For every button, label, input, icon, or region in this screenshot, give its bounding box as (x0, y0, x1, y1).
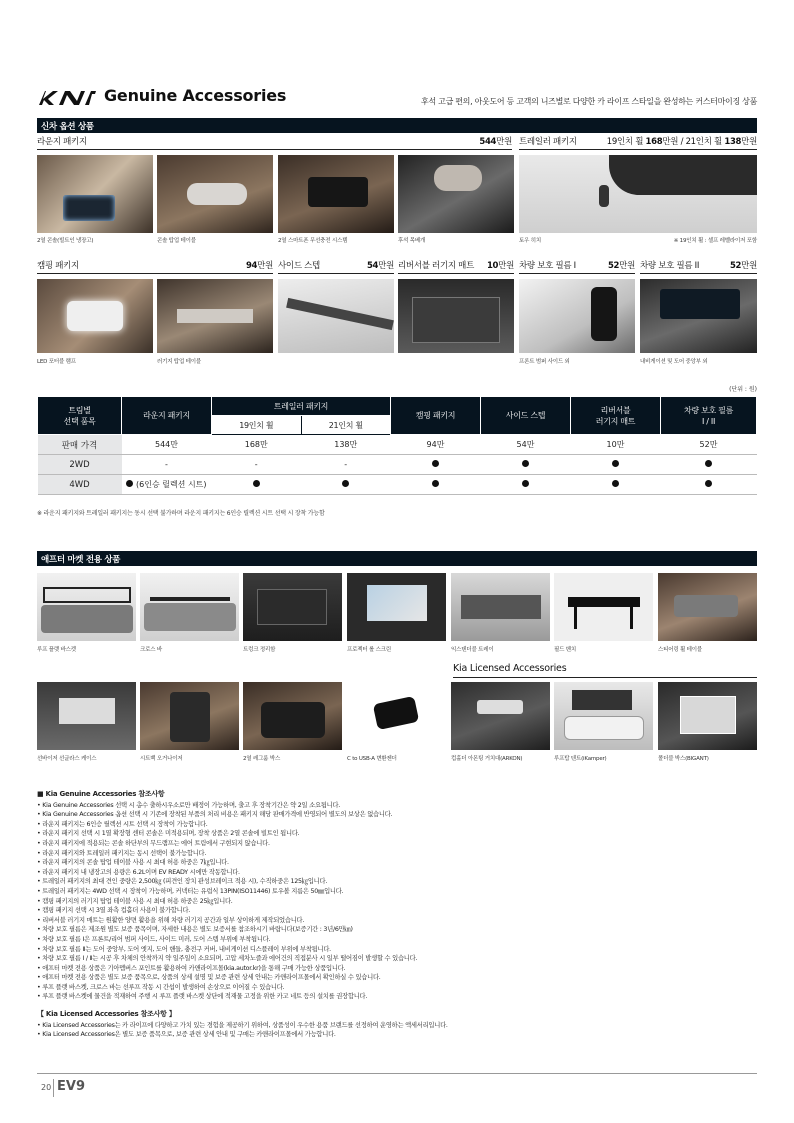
notes-title: ■ Kia Genuine Accessories 참조사항 (37, 790, 165, 798)
divider (53, 1079, 54, 1097)
table-cell (122, 475, 212, 495)
caption: 토우 히치 (519, 238, 542, 244)
caption: 프로젝터 롤 스크린 (347, 647, 392, 653)
standard-dot-icon (705, 480, 712, 487)
standard-dot-icon (126, 480, 133, 487)
photo-steering-table (658, 573, 757, 641)
caption: 폴더블 박스(BIGANT) (658, 756, 709, 762)
table-cell: 94만 (391, 435, 481, 455)
caption: 선바이저 선글라스 케이스 (37, 756, 97, 762)
package-name: 캠핑 패키지 (37, 261, 79, 271)
standard-dot-icon (522, 460, 529, 467)
package-name: 라운지 패키지 (37, 137, 87, 147)
table-head: 차량 보호 필름 I / II (661, 397, 757, 435)
table-head: 트림별 선택 품목 (38, 397, 122, 435)
photo-seatback-organizer (140, 682, 239, 750)
caption: 트렁크 정리함 (243, 647, 276, 653)
photo-trunk-organizer (243, 573, 342, 641)
page (37, 0, 757, 1123)
caption: 프론트 범퍼 사이드 외 (519, 359, 570, 365)
note-item: • 라운지 패키지는 6인승 릴렉션 시트 선택 시 장착이 가능합니다. (37, 820, 208, 828)
notes-list (37, 1021, 757, 1040)
standard-dot-icon (612, 460, 619, 467)
table-cell: 168만 (212, 435, 302, 455)
photo-field-bench (554, 573, 653, 641)
note-item: • 루프 플랫 바스켓, 크로스 바는 선루프 작동 시 간섭이 발생하여 손상으로 이어질 수 있습니다. (37, 983, 285, 991)
note-item: • 캠핑 패키지 선택 시 3열 좌측 컵홀더 사용이 불가합니다. (37, 907, 191, 915)
row-label: 4WD (38, 475, 122, 495)
photo-neck-pillow (398, 155, 514, 233)
table-head: 캠핑 패키지 (391, 397, 481, 435)
table-cell (661, 475, 757, 495)
table-cell: 138만 (301, 435, 391, 455)
table-cell: - (301, 455, 391, 475)
caption: 내비게이션 및 도어 중앙부 외 (640, 359, 708, 365)
price-table (37, 396, 757, 495)
note-item: • 트레일러 패키지는 4WD 선택 시 장착이 가능하며, 커넥터는 유럽식 13PIN(ISO11446) 토우볼 지름은 50㎜입니다. (37, 887, 344, 895)
caption-note: ※ 19인치 휠 : 셀프 레벨라이저 포함 (673, 238, 757, 244)
header-subtitle: 후석 고급 편의, 아웃도어 등 고객의 니즈별로 다양한 카 라이프 스타일을 완성하는 커스터마이징 상품 (421, 97, 757, 106)
standard-dot-icon (432, 480, 439, 487)
photo-console-table (157, 155, 273, 233)
package-name: 리버서블 러기지 매트 (398, 261, 475, 271)
package-lounge (37, 136, 512, 150)
package-camping (37, 260, 273, 274)
photo-bumper-film (519, 279, 635, 353)
package-name: 차량 보호 필름 I (519, 261, 576, 271)
notes (37, 790, 757, 1040)
photo-extendable-tray (451, 573, 550, 641)
photo-usb-adapter (347, 682, 446, 750)
model-name: EV9 (57, 1079, 85, 1094)
package-name: 사이드 스텝 (278, 261, 320, 271)
table-cell (661, 455, 757, 475)
caption: 루프 플랫 바스켓 (37, 647, 76, 653)
brand-title: Genuine Accessories (104, 86, 287, 105)
table-cell: 10만 (571, 435, 661, 455)
note-item: • Kia Genuine Accessories 옵션 선택 시 기존에 장착된 부품의 처리 비용은 패키지 해당 판매가격에 반영되어 별도의 보상은 없습니다. (37, 811, 393, 819)
caption: 2열 스마트폰 무선충전 시스템 (278, 238, 348, 244)
note-item: • 애프터 마켓 전용 상품은 별도 보증 품목으로, 상품의 상세 설명 및 보증 관련 상세 안내는 카앤라이프몰에서 확인하실 수 있습니다. (37, 974, 381, 982)
photo-legroom-box (243, 682, 342, 750)
divider (453, 677, 757, 678)
section-bar-new-car: 신차 옵션 상품 (37, 118, 757, 133)
note-item: • 리버서블 러기지 매트는 원활한 양면 활용을 위해 차량 러기지 공간과 일부 상이하게 제작되었습니다. (37, 916, 305, 924)
table-row (38, 475, 757, 495)
caption: 익스텐더블 트레이 (451, 647, 494, 653)
photo-console-fridge (37, 155, 153, 233)
caption: LED 포터블 램프 (37, 359, 76, 365)
package-price: 52만원 (729, 261, 757, 271)
caption: 시트백 오거나이저 (140, 756, 183, 762)
caption: 크로스 바 (140, 647, 163, 653)
photo-side-step (278, 279, 394, 353)
package-film-1 (519, 260, 635, 274)
table-head: 리버서블 러기지 매트 (571, 397, 661, 435)
photo-rooftop-tent (554, 682, 653, 750)
table-head: 트레일러 패키지 (212, 397, 391, 416)
caption: 2열 콘솔(빌트인 냉장고) (37, 238, 94, 244)
note-item: • 라운지 패키지와 트레일러 패키지는 동시 선택이 불가능합니다. (37, 849, 207, 857)
note-item: • 라운지 패키지 선택 시 1열 확장형 센터 콘솔은 미적용되며, 장착 상품은 2열 콘솔에 빌트인 됩니다. (37, 830, 300, 838)
caption: 컵홀더 아몬팅 거치대(ARKON) (451, 756, 523, 762)
standard-dot-icon (705, 460, 712, 467)
licensed-title: Kia Licensed Accessories (453, 663, 567, 674)
photo-wireless-charger (278, 155, 394, 233)
caption: 2열 레그룸 박스 (243, 756, 281, 762)
table-head: 라운지 패키지 (122, 397, 212, 435)
notes-list (37, 801, 757, 1002)
caption: 후석 목베개 (398, 238, 426, 244)
note-item: • 차량 보호 필름 Ⅰ은 프론트/리어 범퍼 사이드, 사이드 미러, 도어 스텝 부위에 부착됩니다. (37, 935, 271, 943)
standard-dot-icon (612, 480, 619, 487)
table-cell (301, 475, 391, 495)
notes-title: 【 Kia Licensed Accessories 참조사항 】 (37, 1010, 176, 1019)
caption: 콘솔 탑업 테이블 (157, 238, 196, 244)
package-film-2 (640, 260, 757, 274)
package-price: 94만원 (245, 261, 273, 271)
row-label: 2WD (38, 455, 122, 475)
photo-luggage-table (157, 279, 273, 353)
photo-cross-bar (140, 573, 239, 641)
note-item: • 라운지 패키지의 콘솔 탑업 테이블 사용 시 최대 허용 하중은 7㎏입니다. (37, 859, 229, 867)
note-item: • 차량 보호 필름은 제조원 별도 보증 품목이며, 자세한 내용은 별도 보증서를 참조하시기 바랍니다(보증기간 : 3년/6만㎞) (37, 926, 353, 934)
package-price: 544만원 (479, 137, 512, 147)
photo-tow-hitch (519, 155, 757, 233)
note-item: • 라운지 패키지 내 냉장고의 용량은 6.2L이며 EV READY 시에만 작동합니다. (37, 868, 240, 876)
note-item: • Kia Licensed Accessories는 카 라이프에 다양하고 가치 있는 경험을 제공하기 위하여, 상품성이 우수한 용품 브랜드를 선정하여 운영하는 액세서리입니다. (37, 1021, 448, 1029)
note-item: • 트레일러 패키지의 최대 견인 중량은 2,500㎏ (피견인 장치 관성브레이크 적용 시), 수직하중은 125㎏입니다. (37, 878, 328, 886)
table-cell (391, 455, 481, 475)
table-cell: 54만 (481, 435, 571, 455)
table-cell: - (212, 455, 302, 475)
table-cell (391, 475, 481, 495)
table-cell: 52만 (661, 435, 757, 455)
note-item: • Kia Licensed Accessories은 별도 보증 품목으로, 보증 관련 상세 안내 및 구매는 카앤라이프몰에서 가능합니다. (37, 1031, 336, 1039)
table-cell (571, 455, 661, 475)
standard-dot-icon (342, 480, 349, 487)
standard-dot-icon (522, 480, 529, 487)
table-subhead: 19인치 휠 (212, 416, 302, 435)
package-name: 차량 보호 필름 II (640, 261, 700, 271)
caption: C to USB-A 변환젠더 (347, 756, 397, 762)
page-header (37, 86, 757, 110)
table-cell (481, 475, 571, 495)
photo-luggage-mat (398, 279, 514, 353)
row-label: 판매 가격 (38, 435, 122, 455)
note-item: • 라운지 패키지에 적용되는 콘솔 하단부의 무드램프는 에어 트림에서 구현되지 않습니다. (37, 839, 270, 847)
photo-roof-basket (37, 573, 136, 641)
section-bar-aftermarket: 애프터 마켓 전용 상품 (37, 551, 757, 566)
note-item: • 캠핑 패키지의 러기지 탑업 테이블 사용 시 최대 허용 하중은 25㎏입니다. (37, 897, 233, 905)
table-cell (571, 475, 661, 495)
note-item: • 차량 보호 필름 Ⅰ / Ⅱ는 시공 후 차체의 안착까지 약 일주일이 소요되며, 고압 세차노즐과 에어건의 직접분사 시 일부 떨어짐이 발생할 수 있습니다. (37, 955, 418, 963)
note-item: • 루프 플랫 바스켓에 물건을 적재하여 주행 시 루프 플랫 바스켓 상단에 적재물 고정을 위한 카고 네트 등의 설치를 권장합니다. (37, 993, 368, 1001)
table-head: 사이드 스텝 (481, 397, 571, 435)
table-cell: - (122, 455, 212, 475)
kia-logo-icon (37, 88, 97, 108)
unit-note: (단위 : 원) (729, 386, 757, 393)
divider (37, 1073, 757, 1074)
caption: 러기지 탑업 테이블 (157, 359, 202, 365)
package-trailer (519, 136, 757, 150)
photo-projector-screen (347, 573, 446, 641)
package-name: 트레일러 패키지 (519, 137, 577, 147)
package-side-step (278, 260, 394, 274)
table-row (38, 455, 757, 475)
note-item: • Kia Genuine Accessories 선택 시 총수 출하시우소로만 배정이 가능하며, 출고 후 장착기간은 약 2일 소요됩니다. (37, 801, 341, 809)
caption: 루프탑 텐트(iKamper) (554, 756, 607, 762)
standard-dot-icon (253, 480, 260, 487)
table-note: ※ 라운지 패키지와 트레일러 패키지는 동시 선택 불가하며 라운지 패키지는 6인승 릴렉션 시트 선택 시 장착 가능함 (37, 510, 325, 517)
caption: 스티어링 휠 테이블 (658, 647, 703, 653)
photo-sunglasses-case (37, 682, 136, 750)
table-cell (212, 475, 302, 495)
table-subhead: 21인치 휠 (301, 416, 391, 435)
photo-navigation-film (640, 279, 757, 353)
page-number: 20 (41, 1083, 52, 1092)
photo-foldable-box (658, 682, 757, 750)
photo-cupholder-mount (451, 682, 550, 750)
package-luggage-mat (398, 260, 514, 274)
photo-led-lamp (37, 279, 153, 353)
package-price: 54만원 (366, 261, 394, 271)
note-item: • 애프터 마켓 전용 상품은 기아멤버스 포인트를 활용하여 카앤라이프몰(kia.autor.kr)을 통해 구매 가능한 상품입니다. (37, 964, 346, 972)
note-item: • 차량 보호 필름 Ⅱ는 도어 중앙부, 도어 엣지, 도어 핸들, 충전구 커버, 내비게이션 디스플레이 부위에 부착됩니다. (37, 945, 331, 953)
caption: 필드 벤치 (554, 647, 577, 653)
table-cell (481, 455, 571, 475)
standard-dot-icon (432, 460, 439, 467)
package-price: 10만원 (486, 261, 514, 271)
package-price: 19인치 휠 168만원 / 21인치 휠 138만원 (606, 137, 757, 147)
table-row (38, 435, 757, 455)
table-cell: 544만 (122, 435, 212, 455)
table-cell-note: (6인승 릴렉션 시트) (136, 480, 207, 489)
package-price: 52만원 (607, 261, 635, 271)
